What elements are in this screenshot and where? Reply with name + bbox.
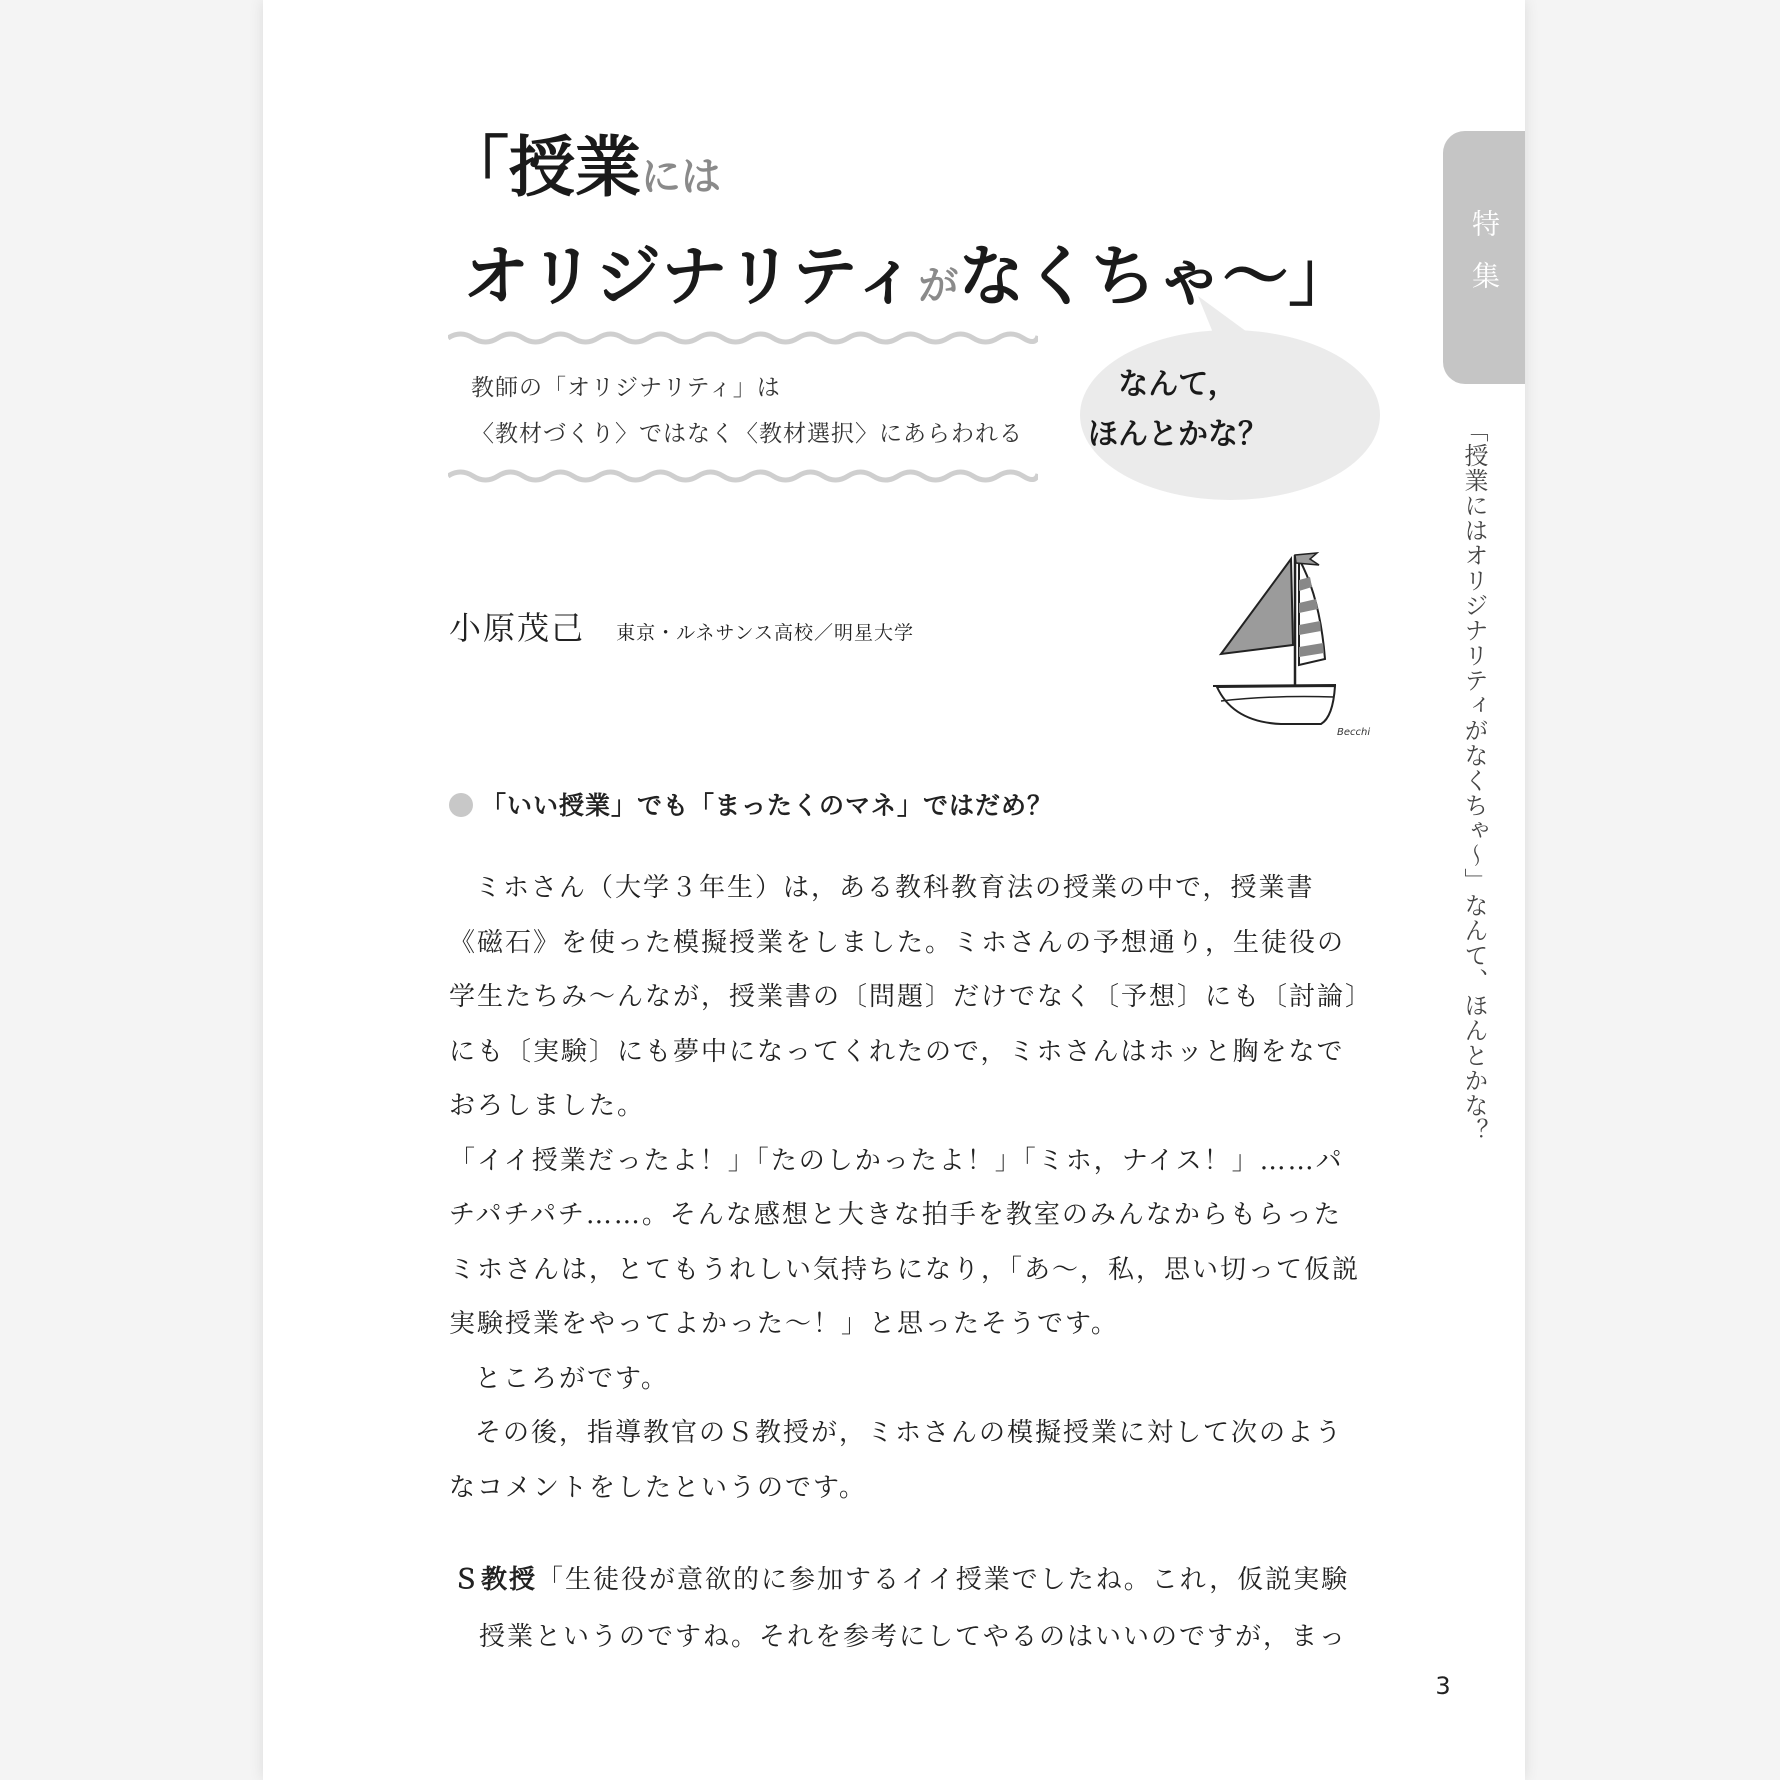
- sailboat-illustration: [1213, 545, 1388, 750]
- author-name: 小原茂己: [449, 609, 586, 647]
- title-part: なくちゃ〜」: [958, 238, 1355, 315]
- book-page: [263, 0, 1525, 1780]
- subtitle-line: 〈教材づくり〉ではなく〈教材選択〉にあらわれる: [471, 421, 1023, 447]
- subtitle: [471, 365, 1023, 457]
- feature-side-tab: [1443, 131, 1525, 384]
- bubble-line: なんて，: [1118, 367, 1238, 402]
- subtitle-line: 教師の「オリジナリティ」は: [471, 375, 781, 401]
- paragraph: ところがです。: [475, 1363, 669, 1394]
- wave-divider-bottom: [448, 468, 1038, 484]
- feature-tab-label: 特集: [1468, 209, 1501, 313]
- speech-bubble-text: [1053, 360, 1303, 460]
- author-line: [449, 603, 914, 649]
- author-affiliation: 東京・ルネサンス高校／明星大学: [616, 622, 915, 644]
- bullet-dot-icon: [449, 793, 473, 817]
- wave-divider-top: [448, 330, 1038, 346]
- body-text: [449, 861, 1361, 1515]
- title-particle: には: [641, 154, 721, 200]
- bubble-line: ほんとかな？: [1088, 417, 1268, 452]
- title-particle: が: [918, 263, 959, 309]
- section-heading: [449, 786, 1053, 822]
- quote-speaker: Ｓ教授: [453, 1565, 538, 1595]
- paragraph: その後，指導教官のＳ教授が，ミホさんの模擬授業に対して次のようなコメントをしたというのです。: [449, 1418, 1344, 1503]
- page-number: 3: [1435, 1672, 1451, 1700]
- running-title: 「授業にはオリジナリティがなくちゃ〜」なんて、ほんとかな？: [1460, 418, 1488, 1143]
- section-heading-text: 「いい授業」でも「まったくのマネ」ではだめ？: [481, 791, 1054, 820]
- paragraph: 「イイ授業だったよ！」「たのしかったよ！」「ミホ，ナイス！」……パチパチパチ……。そんな感想と大きな拍手を教室のみんなからもらったミホさんは，とてもうれしい気持ちになり，「あ〜，私，思い切って仮説実験授業をやってよかった〜！」と思ったそうです。: [449, 1145, 1361, 1339]
- quote-text: 「生徒役が意欲的に参加するイイ授業でしたね。これ，仮説実験授業というのですね。それを参考にしてやるのはいいのですが，まっ: [479, 1565, 1350, 1652]
- title-part: 「授業: [443, 129, 641, 206]
- title-part: オリジナリティ: [463, 238, 919, 315]
- paragraph: ミホさん（大学３年生）は，ある教科教育法の授業の中で，授業書《磁石》を使った模擬授業をしました。ミホさんの予想通り，生徒役の学生たちみ〜んなが，授業書の〔問題〕だけでなく〔予想〕にも〔討論〕にも〔実験〕にも夢中になってくれたので，ミホさんはホッと胸をなでおろしました。: [449, 873, 1361, 1121]
- quote-block: [453, 1552, 1365, 1666]
- illustration-signature: Becchi: [1337, 727, 1371, 738]
